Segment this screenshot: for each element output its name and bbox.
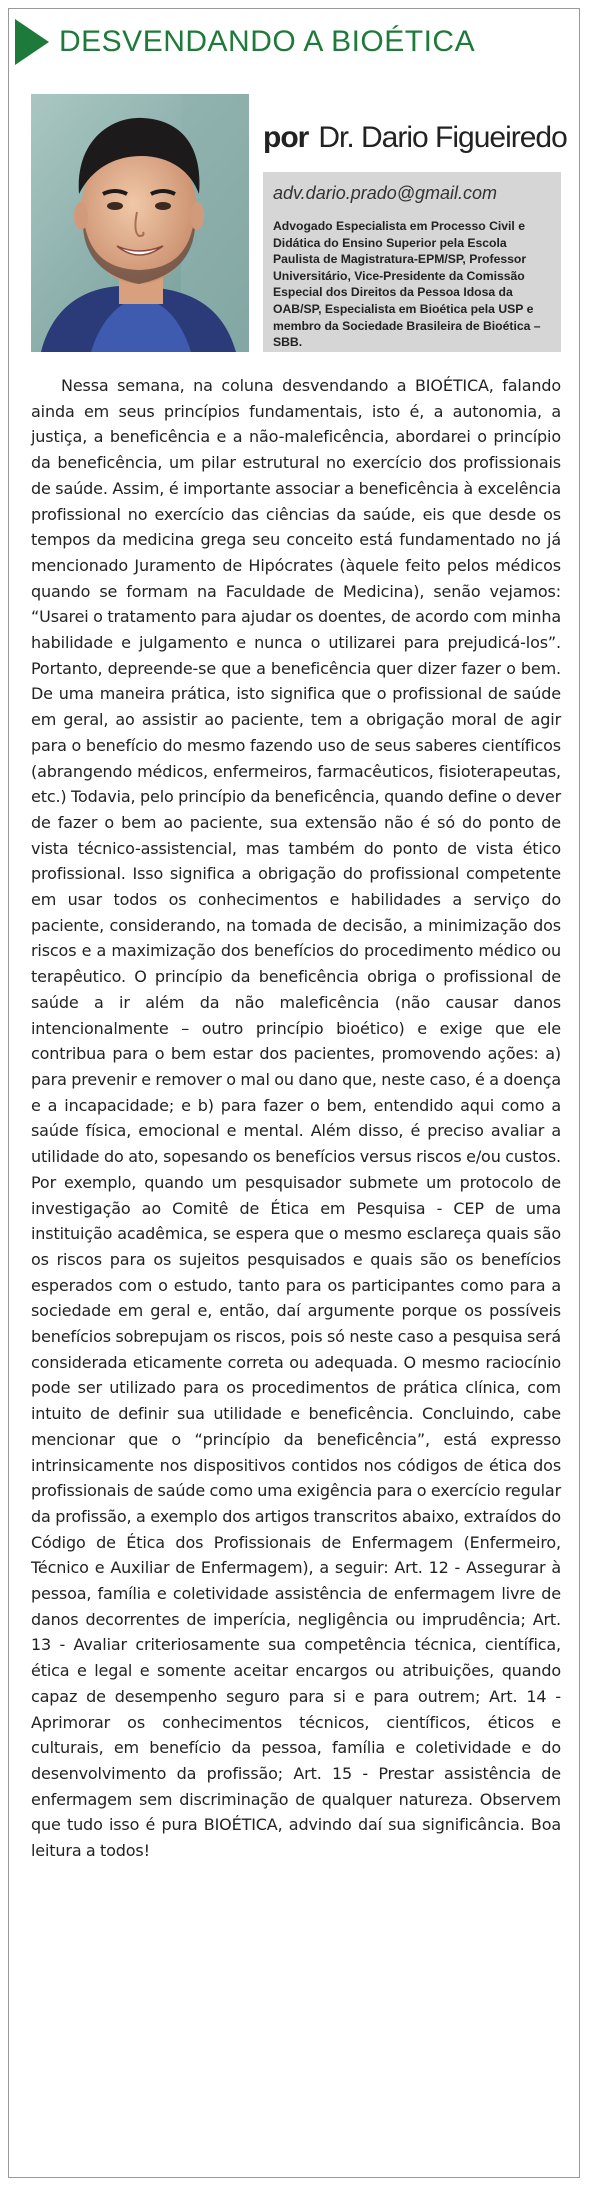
author-email[interactable]: adv.dario.prado@gmail.com [273, 183, 498, 203]
article-body: Nessa semana, na coluna desvendando a BIOÉTICA, falando ainda em seus princípios fundamentais, isto é, a autonomia, a justiça, a beneficência e a não-maleficência, abordarei o princípio da beneficência, um pilar estrutural no exercício dos profissionais de saúde. Assim, é importante associar a beneficência à excelência profissional no exercício das ciências da saúde, eis que desde os tempos da medicina grega seu conceito está fundamentado no já mencionado Juramento de Hipócrates (àquele feito pelos médicos quando se formam na Faculdade de Medicina), senão vejamos: “Usarei o tratamento para ajudar os doentes, de acordo com minha habilidade e julgamento e nunca o utilizarei para prejudicá-los”. Portanto, depreende-se que a beneficência quer dizer fazer o bem. De uma maneira prática, isto significa que o profissional de saúde em geral, ao assistir ao paciente, tem a obrigação moral de agir para o benefício do mesmo fazendo uso de seus saberes científicos (abrangendo médicos, enfermeiros, farmacêuticos, fisioterapeutas, etc.) Todavia, pelo princípio da beneficência, quando define o dever de fazer o bem ao paciente, sua extensão não é só do ponto de vista técnico-assistencial, mas também do ponto de vista ético profissional. Isso significa a obrigação do profissional competente em usar todos os conhecimentos e habilidades a serviço do paciente, considerando, na tomada de decisão, a minimização dos riscos e a maximização dos benefícios do procedimento médico ou terapêutico. O princípio da beneficência obriga o profissional de saúde a ir além da não maleficência (não causar danos intencionalmente – outro princípio bioético) e exige que ele contribua para o bem estar dos pacientes, promovendo ações: a) para prevenir e remover o mal ou dano que, neste caso, é a doença e a incapacidade; e b) para fazer o bem, entendido aqui como a saúde física, emocional e mental. Além disso, é preciso avaliar a utilidade do ato, sopesando os benefícios versus riscos e/ou custos. Por exemplo, quando um pesquisador submete um protocolo de investigação ao Comitê de Ética em Pesquisa - CEP de uma instituição acadêmica, se espera que o mesmo esclareça quais são os riscos para os sujeitos pesquisados e quais são os benefícios esperados com o estudo, tanto para os participantes como para a sociedade em geral e, então, daí argumente porque os possíveis benefícios sobrepujam os riscos, pois só neste caso a pesquisa será considerada eticamente correta ou adequada. O mesmo raciocínio pode ser utilizado para os procedimentos de prática clínica, com intuito de definir sua utilidade e beneficência. Concluindo, cabe mencionar que o “princípio da beneficência”, está expresso intrinsicamente nos dispositivos contidos nos códigos de ética dos profissionais de saúde como uma exigência para o exercício regular da profissão, a exemplo dos artigos transcritos abaixo, extraídos do Código de Ética dos Profissionais de Enfermagem (Enfermeiro, Técnico e Auxiliar de Enfermagem), a seguir: Art. 12 - Assegurar à pessoa, família e coletividade assistência de enfermagem livre de danos decorrentes de imperícia, negligência ou imprudência; Art. 13 - Avaliar criteriosamente sua competência técnica, científica, ética e legal e somente aceitar encargos ou atribuições, quando capaz de desempenho seguro para si e para outrem; Art. 14 - Aprimorar os conhecimentos técnicos, científicos, éticos e culturais, em benefício da pessoa, família e coletividade e do desenvolvimento da profissão; Art. 15 - Prestar assistência de enfermagem sem discriminação de qualquer natureza. Observem que tudo isso é pura BIOÉTICA, advindo daí sua significância. Boa leitura a todos! [31, 376, 561, 1861]
author-info-box [263, 172, 561, 352]
column-frame [8, 8, 580, 2178]
byline [263, 121, 567, 155]
column-title: DESVENDANDO A BIOÉTICA [59, 25, 476, 58]
author-photo [31, 94, 249, 352]
author-name: Dr. Dario Figueiredo [318, 121, 567, 154]
triangle-right-icon [15, 19, 49, 65]
column-header [9, 19, 579, 65]
byline-prefix: por [263, 121, 309, 154]
author-bio: Advogado Especialista em Processo Civil e Didática do Ensino Superior pela Escola Paulista de Magistratura-EPM/SP, Professor Universitário, Vice-Presidente da Comissão Especial dos Direitos da Pessoa Idosa da OAB/SP, Especialista em Bioética pela USP e membro da Sociedade Brasileira de Bioética – SBB. [273, 219, 541, 350]
